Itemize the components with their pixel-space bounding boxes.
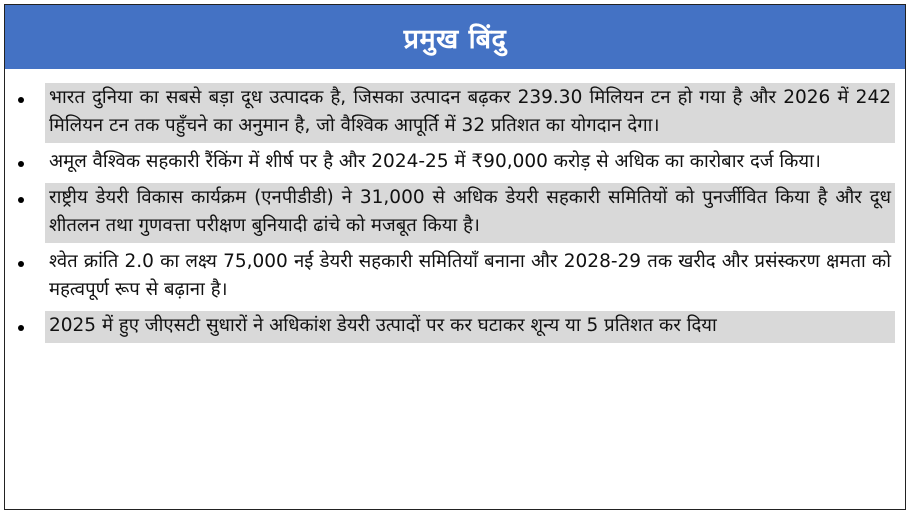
point-text: भारत दुनिया का सबसे बड़ा दूध उत्पादक है, जिसका उत्पादन बढ़कर 239.30 मिलियन टन हो गया है और 2026 में 242 मिलियन टन तक पहुँचने का अनुमान है, जो वैश्विक आपूर्ति में 32 प्रतिशत का योगदान देगा।: [45, 83, 895, 143]
point-text: अमूल वैश्विक सहकारी रैंकिंग में शीर्ष पर है और 2024-25 में ₹90,000 करोड़ से अधिक का कारोबार दर्ज किया।: [49, 151, 821, 172]
title-banner: [5, 5, 905, 69]
key-points-list: [5, 83, 905, 343]
point-text: श्वेत क्रांति 2.0 का लक्ष्य 75,000 नई डेयरी सहकारी समितियाँ बनाना और 2028-29 तक खरीद और प्रसंस्करण क्षमता को महत्वपूर्ण रूप से बढ़ाना है।: [49, 251, 891, 300]
bullet-icon: [18, 97, 24, 103]
point-text: 2025 में हुए जीएसटी सुधारों ने अधिकांश डेयरी उत्पादों पर कर घटाकर शून्य या 5 प्रतिशत कर दिया: [45, 311, 895, 343]
list-item: [5, 311, 905, 343]
list-item: [5, 147, 905, 179]
bullet-icon: [18, 325, 24, 331]
list-item: [5, 83, 905, 143]
list-item: [5, 247, 905, 307]
bullet-icon: [18, 197, 24, 203]
list-item: [5, 183, 905, 243]
page-title: प्रमुख बिंदु: [403, 23, 507, 55]
key-points-box: [4, 4, 906, 510]
bullet-icon: [18, 161, 24, 167]
bullet-icon: [18, 261, 24, 267]
point-text: राष्ट्रीय डेयरी विकास कार्यक्रम (एनपीडीडी) ने 31,000 से अधिक डेयरी सहकारी समितियों को पुनर्जीवित किया है और दूध शीतलन तथा गुणवत्ता परीक्षण बुनियादी ढांचे को मजबूत किया है।: [45, 183, 895, 243]
